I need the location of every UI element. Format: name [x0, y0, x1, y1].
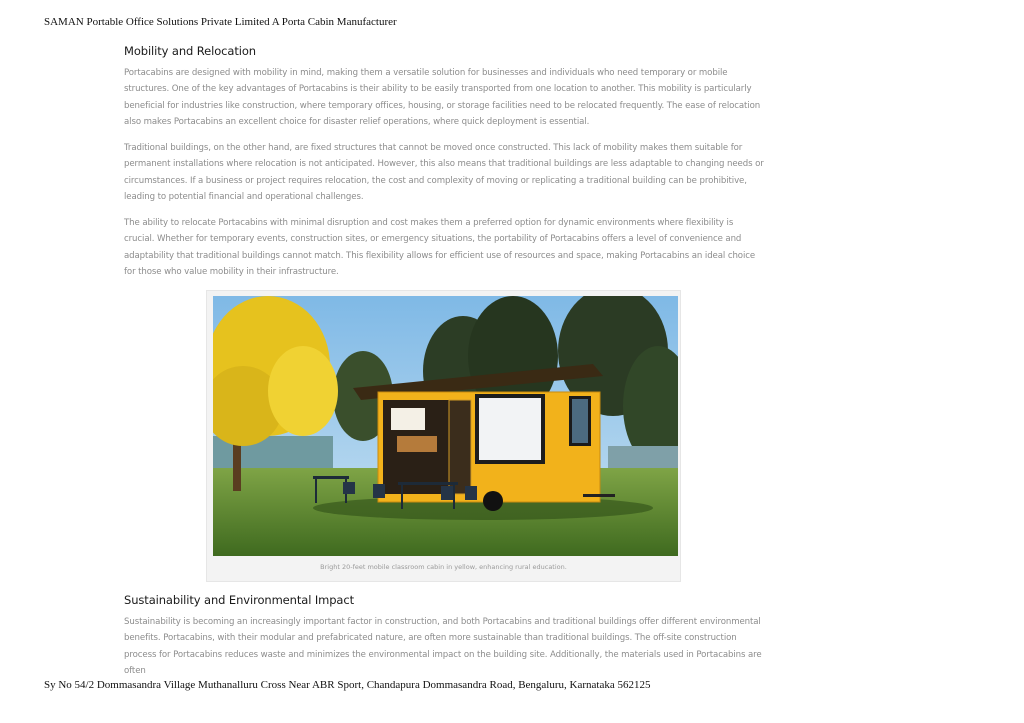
paragraph: Portacabins are designed with mobility in mind, making them a versatile solution for businesses and individuals who need temporary or mobile structures. One of the key advantages of Portacabins is their ability to be easily transported from one location to another. This mobility is particularly beneficial for industries like construction, where temporary offices, housing, or storage facilities need to be relocated frequently. The ease of relocation also makes Portacabins an excellent choice for disaster relief operations, where quick deployment is essential. [124, 68, 761, 128]
page-footer: Sy No 54/2 Dommasandra Village Muthanalluru Cross Near ABR Sport, Chandapura Dommasandra Road, Bengaluru, Karnataka 562125 [44, 679, 651, 691]
figure-caption: Bright 20-feet mobile classroom cabin in yellow, enhancing rural education. [320, 563, 567, 571]
cabin-photo [213, 296, 678, 556]
paragraph: Sustainability is becoming an increasingly important factor in construction, and both Portacabins and traditional buildings offer different environmental benefits. Portacabins, with their modular and prefabricated nature, are often more sustainable than traditional buildings. The off-site construction process for Portacabins reduces waste and minimizes the environmental impact on the building site. Additionally, the materials used in Portacabins are often [124, 617, 762, 677]
page-header: SAMAN Portable Office Solutions Private Limited A Porta Cabin Manufacturer [44, 16, 397, 28]
paragraph: The ability to relocate Portacabins with minimal disruption and cost makes them a preferred option for dynamic environments where flexibility is crucial. Whether for temporary events, construction sites, or emergency situations, the portability of Portacabins offers a level of convenience and adaptability that traditional buildings cannot match. This flexibility allows for efficient use of resources and space, making Portacabins an ideal choice for those who value mobility in their infrastructure. [124, 218, 756, 278]
section-heading-sustainability: Sustainability and Environmental Impact [124, 593, 355, 607]
figure [206, 290, 681, 582]
paragraph: Traditional buildings, on the other hand, are fixed structures that cannot be moved once constructed. This lack of mobility makes them suitable for permanent installations where relocation is not anticipated. However, this also means that traditional buildings are less adaptable to changing needs or circumstances. If a business or project requires relocation, the cost and complexity of moving or replicating a traditional building can be prohibitive, leading to potential financial and operational challenges. [124, 143, 764, 203]
section-heading-mobility: Mobility and Relocation [124, 44, 256, 58]
